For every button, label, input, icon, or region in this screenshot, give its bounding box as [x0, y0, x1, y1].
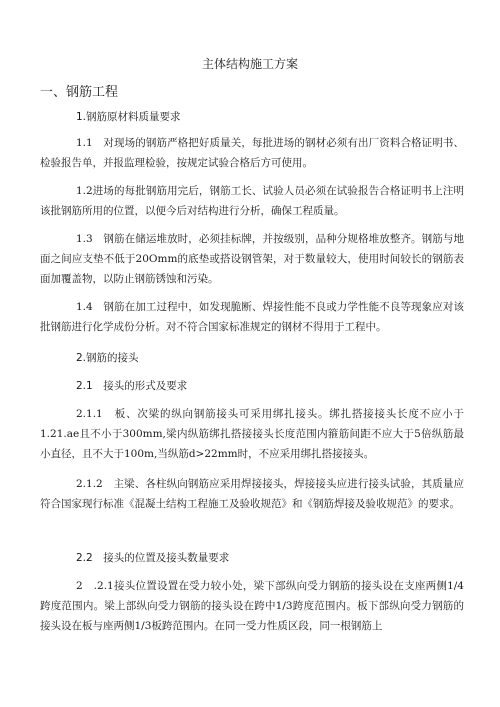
paragraph-1-3: 1.3 钢筋在储运堆放时，必须挂标牌，并按级别，品种分规格堆放整齐。钢筋与地面之间应支垫不低于20Omm的底垫或搭设钢管架，对于数量较大，使用时间较长的钢筋表面加覆盖物，以防止钢筋锈蚀和污染。 [40, 233, 464, 285]
paragraph-2-1-2: 2.1.2 主梁、各柱纵向钢筋应采用焊接接头，焊接接头应进行接头试验，其质量应符合国家现行标准《混凝土结构工程施工及验收规范》和《钢筋焊接及验收规范》的要求。 [40, 478, 464, 510]
paragraph-1-2: 1.2进场的每批钢筋用完后，钢筋工长、试验人员必须在试验报告合格证明书上注明该批钢筋所用的位置，以便今后对结构进行分析，确保工程质量。 [40, 185, 464, 217]
paragraph-1-1: 1.1 对现场的钢筋严格把好质量关，每批进场的钢材必须有出厂资料合格证明书、检验报告单，并报监理检验，按规定试验合格后方可使用。 [40, 137, 464, 169]
subheading-rebar-joints: 2.钢筋的接头 [76, 352, 139, 364]
page-title: 主体结构施工方案 [201, 57, 298, 71]
subheading-material-quality: 1.钢筋原材料质量要求 [76, 111, 181, 123]
paragraph-1-4: 1.4 钢筋在加工过程中，如发现脆断、焊接性能不良或力学性能不良等现象应对该批钢筋进行化学成份分析。对不符合国家标准规定的钢材不得用于工程中。 [40, 301, 464, 333]
subheading-joint-types: 2.1 接头的形式及要求 [76, 380, 188, 392]
subheading-joint-position: 2.2 接头的位置及接头数量要求 [76, 552, 230, 564]
paragraph-2-1-1: 2.1.1 板、次梁的纵向钢筋接头可采用绑扎接头。绑扎搭接接头长度不应小于1.21.ae且不小于300mm,梁内纵筋绑扎搭接接头长度范围内箍筋间距不应大于5倍纵筋最小直径，且不大于100m,当纵筋d>22mm时，不应采用绑扎搭接接头。 [40, 408, 464, 460]
section-heading-rebar: 一、钢筋工程 [40, 85, 119, 100]
paragraph-2-2-1: 2 .2.1接头位置设置在受力较小处，梁下部纵向受力钢筋的接头设在支座两侧1/4跨度范围内。梁上部纵向受力钢筋的接头设在跨中1/3跨度范围内。板下部纵向受力钢筋的接头设在板与座两侧1/3板跨范围内。在同一受力性质区段，同一根钢筋上 [40, 580, 464, 632]
